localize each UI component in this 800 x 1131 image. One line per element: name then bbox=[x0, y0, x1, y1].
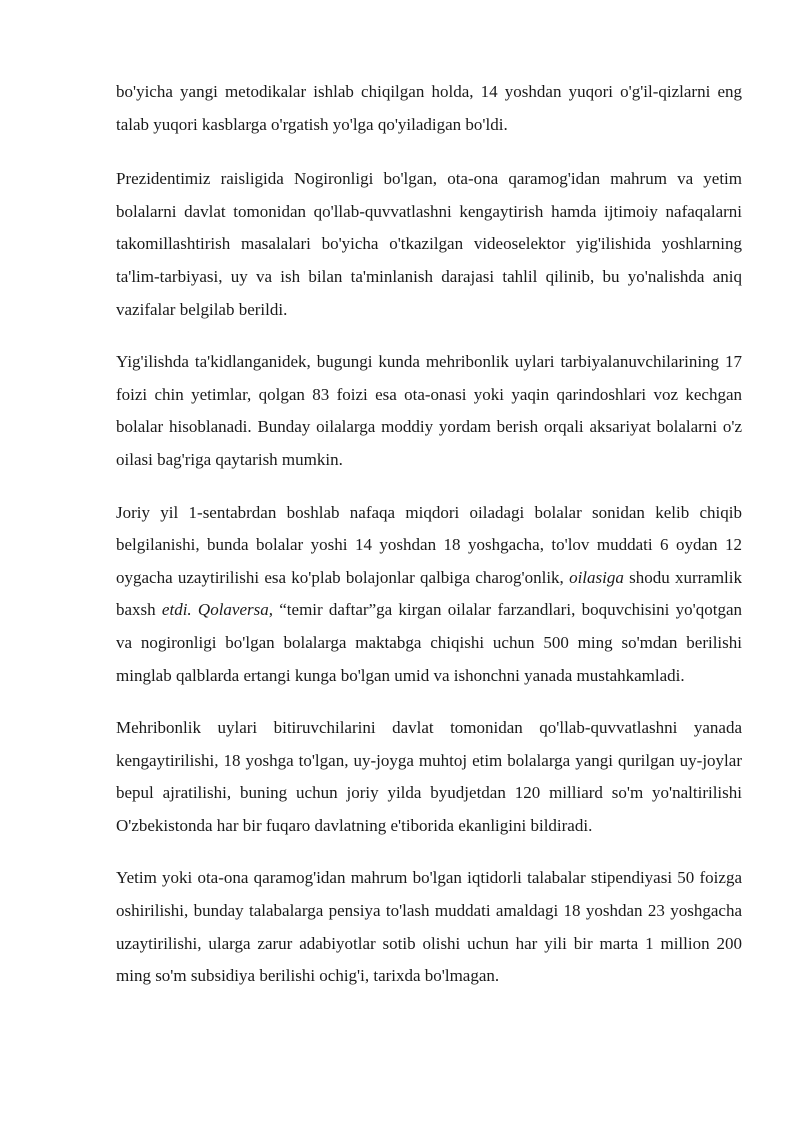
paragraph-6: Yetim yoki ota-ona qaramog'idan mahrum bo'lgan iqtidorli talabalar stipendiyasi 50 foizga oshirilishi, bunday talabalarga pensiya to'lash muddati amaldagi 18 yoshdan 23 yoshgacha uzaytirilishi, ularga zarur adabiyotlar sotib olishi uchun har yili bir marta 1 million 200 ming so'm subsidiya berilishi ochig'i, tarixda bo'lmagan. bbox=[116, 868, 742, 986]
paragraph-4-italic-1: oilasiga bbox=[569, 567, 624, 587]
paragraph-3: Yig'ilishda ta'kidlanganidek, bugungi kunda mehribonlik uylari tarbiyalanuvchilarining 17 foizi chin yetimlar, qolgan 83 foizi esa ota-onasi yoki yaqin qarindoshlari voz kechgan bolalar hisoblanadi. Bunday oilalarga moddiy yordam berish orqali aksariyat bolalarni o'z oilasi bag'riga qaytarish mumkin. bbox=[116, 352, 742, 469]
paragraph-4-part-2: shodu xurramlik baxsh bbox=[116, 567, 742, 620]
paragraph-4-part-3: “temir daftar”ga kirgan oilalar farzandlari, boquvchisini yo'qotgan va nogironligi bo'lgan bolalarga maktabga chiqishi uchun 500 ming so'mdan berilishi minglab qalblarda ertangi kunga bo'lgan umid va ishonchni yanada mustahkamladi. bbox=[116, 600, 742, 685]
document-page bbox=[116, 76, 742, 1013]
paragraph-1: bo'yicha yangi metodikalar ishlab chiqilgan holda, 14 yoshdan yuqori o'g'il-qizlarni eng talab yuqori kasblarga o'rgatish yo'lga qo'yiladigan bo'ldi. bbox=[116, 82, 742, 134]
paragraph-5: Mehribonlik uylari bitiruvchilarini davlat tomonidan qo'llab-quvvatlashni yanada kengaytirilishi, 18 yoshga to'lgan, uy-joyga muhtoj etim bolalarga yangi qurilgan uy-joylar bepul ajratilishi, buning uchun joriy yilda byudjetdan 120 milliard so'm yo'naltirilishi O'zbekistonda har bir fuqaro davlatning e'tiborida ekanligini bildiradi. bbox=[116, 718, 742, 835]
paragraph-4-italic-2: etdi. Qolaversa, bbox=[161, 600, 273, 620]
paragraph-4 bbox=[116, 497, 742, 693]
paragraph-4-part-1: Joriy yil 1-sentabrdan boshlab nafaqa miqdori oiladagi bolalar sonidan kelib chiqib belgilanishi, bunda bolalar yoshi 14 yoshdan 18 yoshgacha, to'lov muddati 6 oydan 12 oygacha uzaytirilishi esa ko'plab bolajonlar qalbiga charog'onlik, bbox=[116, 502, 742, 587]
paragraph-2: Prezidentimiz raisligida Nogironligi bo'lgan, ota-ona qaramog'idan mahrum va yetim bolalarni davlat tomonidan qo'llab-quvvatlashni kengaytirish hamda ijtimoiy nafaqalarni takomillashtirish masalalari bo'yicha o'tkazilgan videoselektor yig'ilishida yoshlarning ta'lim-tarbiyasi, uy va ish bilan ta'minlanish darajasi tahlil qilinib, bu yo'nalishda aniq vazifalar belgilab berildi. bbox=[116, 169, 742, 319]
